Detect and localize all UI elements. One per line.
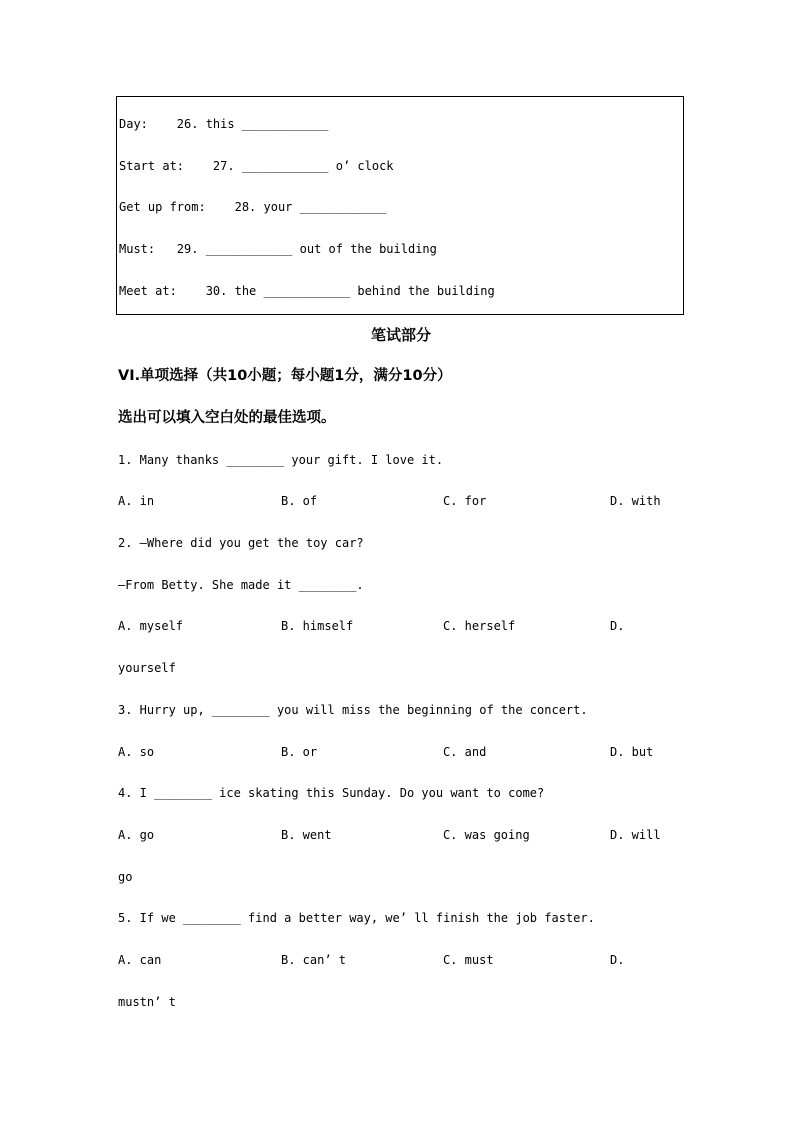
question-4-stem: 4. I ________ ice skating this Sunday. Do you want to come?	[118, 786, 545, 801]
note-line-must: Must: 29. ____________ out of the building	[119, 242, 437, 257]
question-1-stem: 1. Many thanks ________ your gift. I love it.	[118, 452, 444, 467]
question-3-option-c: C. and	[443, 744, 487, 759]
question-4-options	[116, 815, 684, 857]
question-1-options	[116, 481, 684, 523]
question-1-option-c: C. for	[443, 494, 487, 509]
question-3-option-b: B. or	[281, 744, 318, 759]
question-1-option-d: D. with	[610, 494, 661, 509]
question-2-option-a: A. myself	[118, 619, 184, 634]
question-2-option-d-overflow: yourself	[118, 661, 176, 676]
question-5-option-d-overflow: mustn’ t	[118, 994, 176, 1009]
question-4-option-d-overflow: go	[118, 869, 133, 884]
question-5-options	[116, 940, 684, 982]
question-1-option-a: A. in	[118, 494, 155, 509]
note-line-meet-at: Meet at: 30. the ____________ behind the building	[119, 283, 495, 298]
question-3-option-a: A. so	[118, 744, 155, 759]
question-1-option-b: B. of	[281, 494, 318, 509]
question-5-option-a: A. can	[118, 953, 162, 968]
question-2-option-c: C. herself	[443, 619, 516, 634]
question-4-option-d: D. will	[610, 827, 661, 842]
note-line-start-at: Start at: 27. ____________ o’ clock	[119, 158, 394, 173]
notes-box	[116, 96, 684, 315]
question-5-option-d: D.	[610, 953, 625, 968]
question-4-option-c: C. was going	[443, 827, 530, 842]
question-2-option-b: B. himself	[281, 619, 354, 634]
instruction: 选出可以填入空白处的最佳选项。	[118, 409, 336, 426]
question-3-options	[116, 732, 684, 774]
question-5-stem: 5. If we ________ find a better way, we’ ll finish the job faster.	[118, 911, 595, 926]
question-2-stem-line-1: 2. —Where did you get the toy car?	[118, 536, 364, 551]
question-2-option-d: D.	[610, 619, 625, 634]
question-4-option-b: B. went	[281, 827, 332, 842]
question-5-option-c: C. must	[443, 953, 494, 968]
question-2-options	[116, 606, 684, 648]
section-title: 笔试部分	[370, 325, 431, 344]
question-4-option-a: A. go	[118, 827, 155, 842]
question-5-option-b: B. can’ t	[281, 953, 347, 968]
part-heading: VI.单项选择（共10小题；每小题1分，满分10分）	[118, 368, 452, 385]
document-content	[116, 96, 684, 1023]
question-2-stem-line-2: —From Betty. She made it ________.	[118, 577, 364, 592]
note-line-day: Day: 26. this ____________	[119, 117, 329, 131]
question-3-option-d: D. but	[610, 744, 654, 759]
note-line-get-up-from: Get up from: 28. your ____________	[119, 200, 387, 215]
question-3-stem: 3. Hurry up, ________ you will miss the beginning of the concert.	[118, 702, 588, 717]
